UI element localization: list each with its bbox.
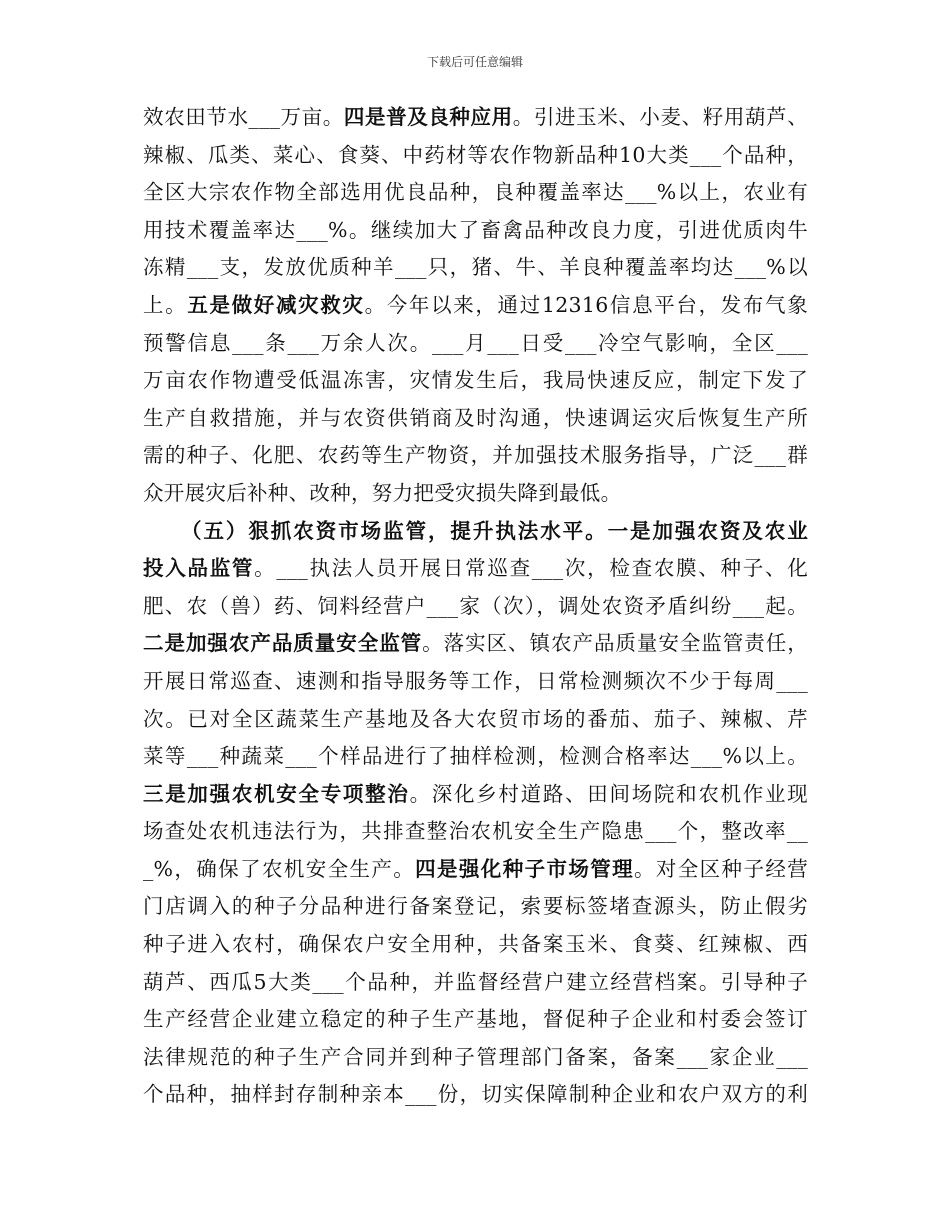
- text-run: 个品种，抽样封存制种亲本___份，切实保障制种企业和农户双方的利: [143, 1082, 808, 1107]
- bold-heading: 四是强化种子市场管理: [415, 856, 635, 881]
- bold-heading: 四是普及良种应用: [343, 105, 513, 129]
- text-run: 法律规范的种子生产合同并到种子管理部门备案，备案___家企业___: [143, 1044, 808, 1069]
- text-run: 次。已对全区蔬菜生产基地及各大农贸市场的番茄、茄子、辣椒、芹: [143, 706, 808, 731]
- text-line: [143, 249, 808, 287]
- text-run: 生产经营企业建立稳定的种子生产基地，督促种子企业和村委会签订: [143, 1007, 808, 1032]
- text-line: [143, 1039, 808, 1077]
- document-body: [143, 99, 808, 1114]
- text-run: 辣椒、瓜类、菜心、食葵、中药材等农作物新品种10大类___个品种，: [143, 142, 808, 167]
- text-run: 种子进入农村，确保农户安全用种，共备案玉米、食葵、红辣椒、西: [143, 932, 808, 957]
- text-line: [143, 550, 808, 588]
- text-line: [143, 888, 808, 926]
- text-run: 冻精___支，发放优质种羊___只，猪、牛、羊良种覆盖率均达___%以: [143, 255, 808, 280]
- text-line: [143, 475, 808, 513]
- text-run: 万亩农作物遭受低温冻害，灾情发生后，我局快速反应，制定下发了: [143, 368, 808, 393]
- text-run: _%，确保了农机安全生产。: [143, 856, 416, 881]
- page-header: 下载后可任意编辑: [426, 55, 523, 69]
- text-line: [143, 137, 808, 175]
- text-line: [143, 287, 808, 325]
- text-run: 生产自救措施，并与农资供销商及时沟通，快速调运灾后恢复生产所: [143, 405, 808, 430]
- text-line: [143, 964, 808, 1002]
- text-run: 葫芦、西瓜5大类___个品种，并监督经营户建立经营档案。引导种子: [143, 969, 808, 994]
- text-run: 预警信息___条___万余人次。___月___日受___冷空气影响，全区___: [143, 330, 808, 355]
- text-line: [143, 663, 808, 701]
- text-run: 。引进玉米、小麦、籽用葫芦、: [512, 105, 808, 129]
- text-line: [143, 212, 808, 250]
- text-run: 。今年以来，通过12316信息平台，发布气象: [364, 292, 808, 317]
- text-line: [143, 400, 808, 438]
- text-line: [143, 1076, 808, 1114]
- bold-heading: 三是加强农机安全专项整治: [143, 781, 410, 806]
- text-line: [143, 174, 808, 212]
- bold-heading: 二是加强农产品质量安全监管: [143, 631, 423, 656]
- text-line: [143, 325, 808, 363]
- bold-heading: 五是做好减灾救灾: [187, 292, 365, 317]
- text-line: [143, 1001, 808, 1039]
- text-run: 。___执法人员开展日常巡查___次，检查农膜、种子、化: [254, 556, 809, 581]
- text-line: [143, 437, 808, 475]
- text-line: [143, 776, 808, 814]
- text-line: [143, 588, 808, 626]
- text-line: [143, 701, 808, 739]
- text-run: 。对全区种子经营: [634, 856, 809, 881]
- text-run: 效农田节水___万亩。: [143, 105, 344, 129]
- text-line: [143, 625, 808, 663]
- text-run: 肥、农（兽）药、饲料经营户___家（次），调处农资矛盾纠纷___起。: [143, 593, 808, 618]
- text-run: 门店调入的种子分品种进行备案登记，索要标签堵查源头，防止假劣: [143, 894, 808, 919]
- text-line: [143, 99, 808, 137]
- text-run: 开展日常巡查、速测和指导服务等工作，日常检测频次不少于每周___: [143, 668, 808, 693]
- section-heading: （五）狠抓农资市场监管，提升执法水平。一是加强农资及农业: [181, 518, 808, 543]
- text-line: [143, 738, 808, 776]
- text-run: 。深化乡村道路、田间场院和农机作业现: [409, 781, 808, 806]
- text-line: [143, 362, 808, 400]
- text-run: 需的种子、化肥、农药等生产物资，并加强技术服务指导，广泛___群: [143, 443, 808, 468]
- text-line: [143, 813, 808, 851]
- section-heading-line: [143, 513, 808, 551]
- text-run: 众开展灾后补种、改种，努力把受灾损失降到最低。: [143, 480, 622, 505]
- text-run: 菜等___种蔬菜___个样品进行了抽样检测，检测合格率达___%以上。: [143, 744, 808, 769]
- bold-heading: 投入品监管: [143, 556, 255, 581]
- text-run: 用技术覆盖率达___%。继续加大了畜禽品种改良力度，引进优质肉牛: [143, 217, 808, 242]
- text-run: 上。: [143, 292, 188, 317]
- text-run: 场查处农机违法行为，共排查整治农机安全生产隐患___个，整改率__: [143, 819, 808, 844]
- text-run: 。落实区、镇农产品质量安全监管责任，: [422, 631, 808, 656]
- text-line: [143, 851, 808, 889]
- text-run: 全区大宗农作物全部选用优良品种，良种覆盖率达___%以上，农业有: [143, 180, 808, 205]
- text-line: [143, 926, 808, 964]
